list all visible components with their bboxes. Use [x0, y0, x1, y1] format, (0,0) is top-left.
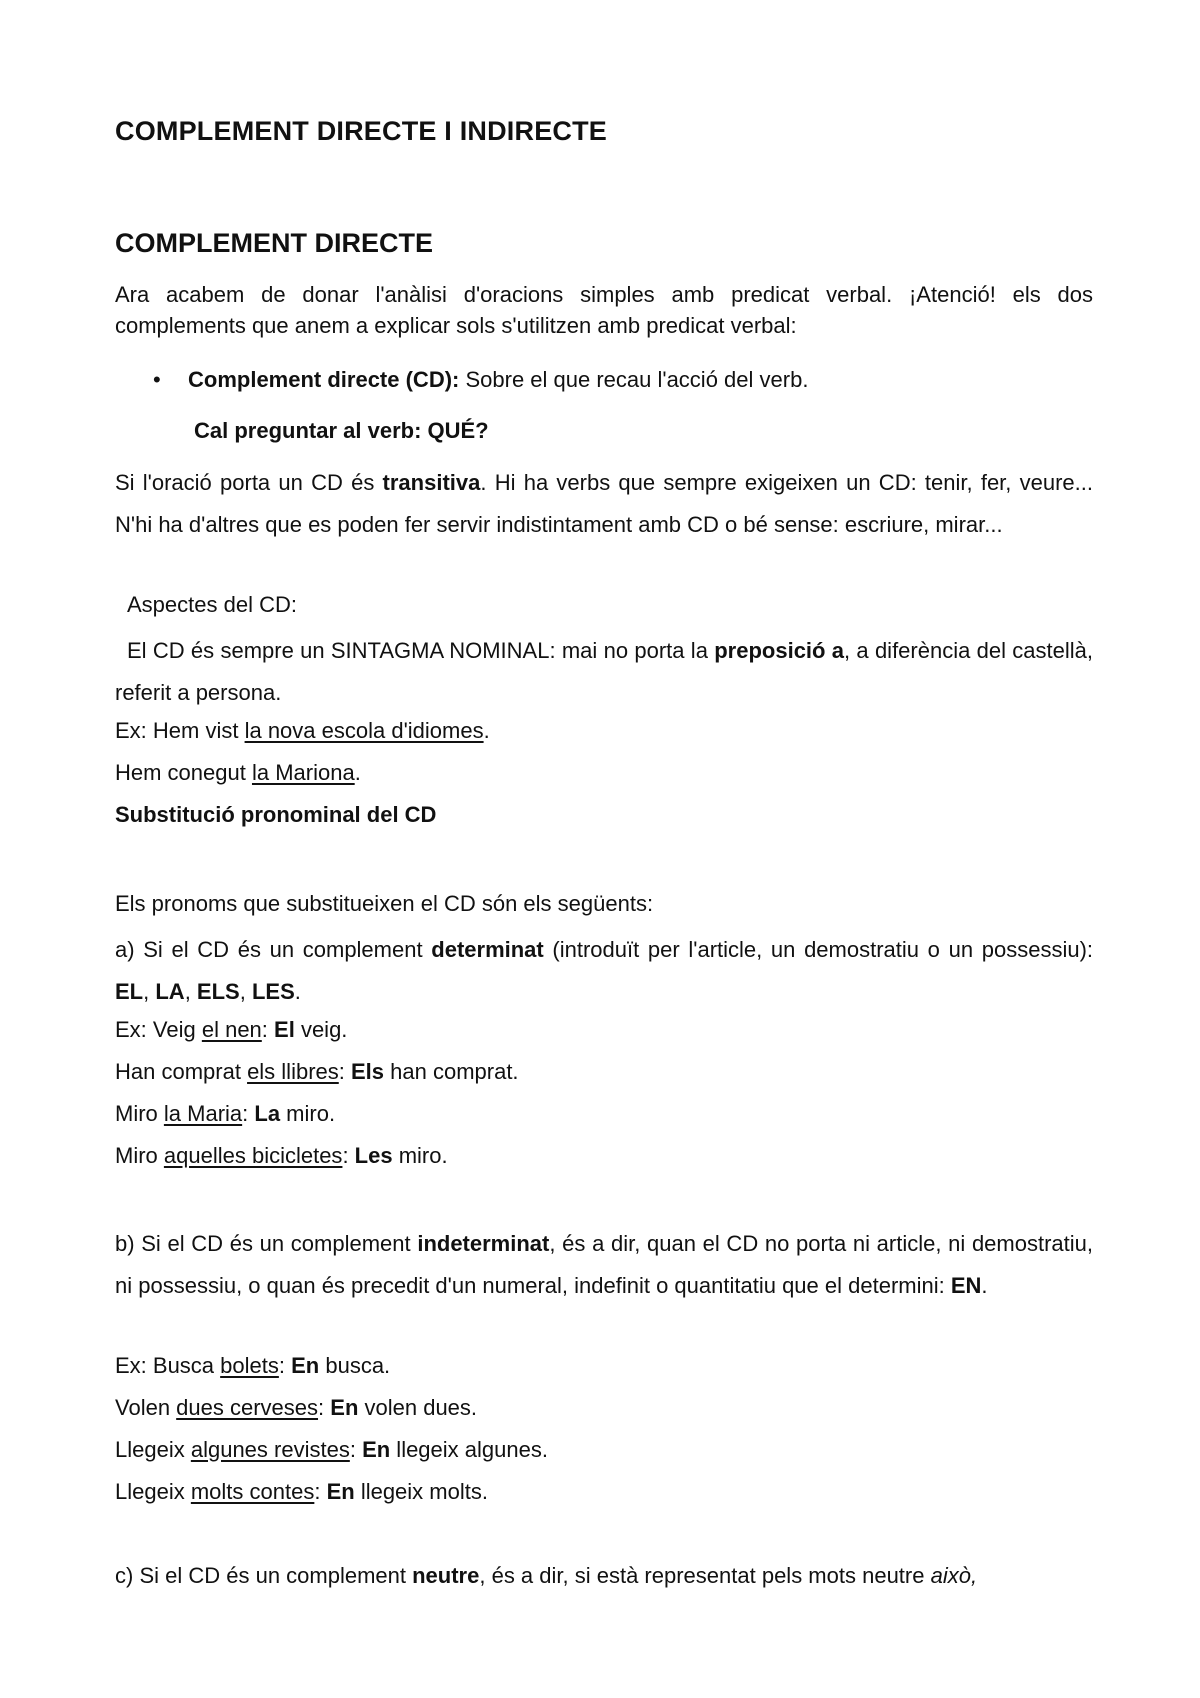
example-underlined: la Maria — [163, 1101, 243, 1126]
period: . — [981, 1273, 988, 1298]
transitive-bold: transitiva — [382, 470, 481, 495]
example-end: veig. — [294, 1017, 348, 1042]
example-underlined: els llibres — [247, 1059, 339, 1084]
example-underlined: la Mariona — [251, 760, 355, 785]
example-underlined: molts contes — [190, 1479, 315, 1504]
case-c-text: c) Si el CD és un complement — [115, 1563, 413, 1588]
colon: : — [261, 1017, 275, 1042]
transitive-text: Si l'oració porta un CD és — [115, 470, 383, 495]
period: . — [294, 979, 301, 1004]
bullet-definition: Sobre el que recau l'acció del verb. — [459, 367, 809, 392]
pronoun: Les — [354, 1143, 393, 1168]
example-text: Llegeix — [115, 1479, 191, 1504]
separator: , — [143, 979, 156, 1004]
case-b-paragraph — [115, 1223, 1093, 1307]
example-end: llegeix molts. — [354, 1479, 488, 1504]
example-text: Ex: Hem vist — [115, 718, 245, 743]
example-underlined: bolets — [220, 1353, 279, 1378]
separator: , — [184, 979, 197, 1004]
aspects-label: Aspectes del CD: — [127, 592, 297, 617]
case-c-bold: neutre — [412, 1563, 480, 1588]
example-text: Ex: Veig — [115, 1017, 202, 1042]
example-line — [115, 1433, 548, 1466]
example-line — [115, 1391, 477, 1424]
example-text: Volen — [115, 1395, 177, 1420]
pronoun: El — [274, 1017, 295, 1042]
example-text: Ex: Busca — [115, 1353, 221, 1378]
example-underlined: el nen — [201, 1017, 262, 1042]
pronoun: EL — [115, 979, 144, 1004]
example-end: volen dues. — [358, 1395, 478, 1420]
example-underlined: aquelles bicicletes — [163, 1143, 343, 1168]
case-c-italic: això, — [930, 1563, 978, 1588]
subsection-heading-text: Substitució pronominal del CD — [115, 802, 437, 827]
colon: : — [242, 1101, 255, 1126]
transitive-paragraph — [115, 462, 1093, 546]
example-text: Miro — [115, 1143, 164, 1168]
pronoun: Els — [351, 1059, 385, 1084]
pronoun: EN — [950, 1273, 982, 1298]
example-text: Miro — [115, 1101, 164, 1126]
example-line — [115, 1139, 448, 1172]
colon: : — [342, 1143, 355, 1168]
example-text: Hem conegut — [115, 760, 252, 785]
example-end: han comprat. — [384, 1059, 519, 1084]
pronoun: LA — [155, 979, 185, 1004]
pronoun: LES — [251, 979, 295, 1004]
case-b-bold: indeterminat — [417, 1231, 550, 1256]
bullet-term: Complement directe (CD): — [188, 367, 460, 392]
pronoun: ELS — [196, 979, 240, 1004]
aspects-text-end: , a diferència del castellà, referit a persona. — [115, 638, 1093, 705]
case-a-paragraph — [115, 929, 1093, 1013]
colon: : — [314, 1479, 327, 1504]
transitive-text-end: . Hi ha verbs que sempre exigeixen un CD: tenir, fer, veure... N'hi ha d'altres que es poden fer servir indistintament amb CD o bé sense: escriure, mirar... — [115, 470, 1094, 537]
pronouns-intro: Els pronoms que substitueixen el CD són els següents: — [115, 891, 654, 916]
question-text: Cal preguntar al verb: QUÉ? — [194, 418, 489, 443]
colon: : — [278, 1353, 292, 1378]
case-c-text-mid: , és a dir, si està representat pels mots neutre — [479, 1563, 931, 1588]
bullet-item — [153, 363, 808, 396]
pronoun: La — [254, 1101, 281, 1126]
case-a-text-mid: (introduït per l'article, un demostratiu o un possessiu): — [543, 937, 1094, 962]
pronoun: En — [362, 1437, 391, 1462]
example-line — [115, 1475, 488, 1508]
bullet-dot-icon: • — [153, 367, 161, 392]
aspects-bold: preposició a — [714, 638, 845, 663]
example-end: . — [483, 718, 490, 743]
separator: , — [239, 979, 252, 1004]
case-b-text-mid: , és a dir, quan el CD no porta ni article, ni demostratiu, ni possessiu, o quan és precedit d'un numeral, indefinit o quantitatiu que el determini: — [115, 1231, 1093, 1298]
example-end: busca. — [319, 1353, 391, 1378]
example-line — [115, 714, 490, 747]
pronoun: En — [330, 1395, 359, 1420]
colon: : — [338, 1059, 351, 1084]
case-b-text: b) Si el CD és un complement — [115, 1231, 418, 1256]
case-a-text: a) Si el CD és un complement — [115, 937, 432, 962]
example-line — [115, 1055, 519, 1088]
example-end: llegeix algunes. — [390, 1437, 548, 1462]
pronoun: En — [326, 1479, 355, 1504]
colon: : — [318, 1395, 331, 1420]
example-line — [115, 756, 361, 789]
case-a-bold: determinat — [431, 937, 544, 962]
example-line — [115, 1349, 390, 1382]
example-end: miro. — [280, 1101, 336, 1126]
example-end: . — [354, 760, 361, 785]
case-c-paragraph — [115, 1559, 977, 1592]
subsection-heading — [115, 798, 436, 831]
aspects-text: El CD és sempre un SINTAGMA NOMINAL: mai no porta la — [127, 638, 715, 663]
example-underlined: la nova escola d'idiomes — [244, 718, 484, 743]
example-text: Han comprat — [115, 1059, 248, 1084]
question-line — [194, 414, 489, 447]
colon: : — [349, 1437, 363, 1462]
intro-paragraph: Ara acabem de donar l'anàlisi d'oracions simples amb predicat verbal. ¡Atenció! els dos complements que anem a explicar sols s'utilitzen amb predicat verbal: — [115, 282, 1093, 338]
example-underlined: algunes revistes — [190, 1437, 350, 1462]
document-title: COMPLEMENT DIRECTE I INDIRECTE — [115, 116, 608, 146]
example-end: miro. — [392, 1143, 448, 1168]
pronoun: En — [291, 1353, 320, 1378]
example-line — [115, 1097, 335, 1130]
example-underlined: dues cerveses — [176, 1395, 319, 1420]
example-line — [115, 1013, 347, 1046]
section-heading: COMPLEMENT DIRECTE — [115, 228, 434, 258]
example-text: Llegeix — [115, 1437, 191, 1462]
aspects-paragraph — [115, 630, 1093, 714]
